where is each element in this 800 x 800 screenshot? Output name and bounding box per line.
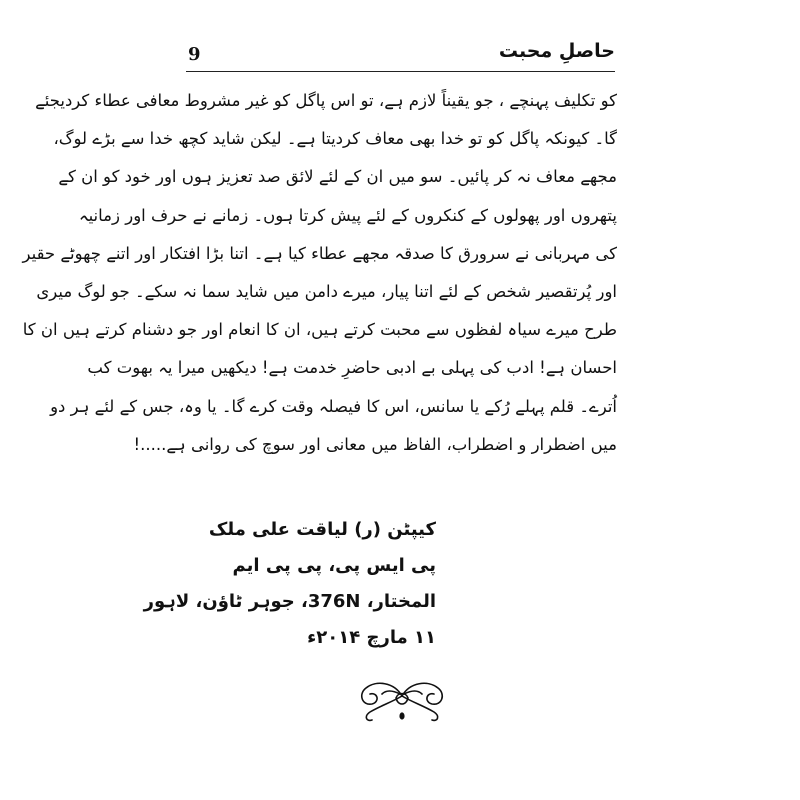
running-title: حاصلِ محبت	[498, 40, 615, 62]
body-line: احسان ہے! ادب کی پہلی بے ادبی حاضرِ خدمت ہے! دیکھیں میرا یہ بھوت کب	[87, 358, 617, 378]
header-rule	[186, 71, 615, 72]
body-line: اور پُرتقصیر شخص کے لئے اتنا پیار، میرے دامن میں شاید سما نہ سکے۔ جو لوگ میری	[36, 281, 617, 301]
body-line: میں اضطرار و اضطراب، الفاظ میں معانی اور سوچ کی روانی ہے.....!	[133, 434, 617, 454]
scroll-flourish-ornament-icon	[356, 672, 448, 728]
page-number: 9	[188, 44, 201, 65]
body-line: مجھے معاف نہ کر پائیں۔ سو میں ان کے لئے لائق صد تعزیز ہوں اور خود کو ان کے	[58, 167, 617, 187]
body-line: پتھروں اور پھولوں کے کنکروں کے لئے پیش کرتا ہوں۔ زمانے نے حرف اور زمانیہ	[78, 205, 617, 225]
author-name: کیپٹن (ر) لیاقت علی ملک	[208, 519, 436, 540]
signature-block	[143, 512, 436, 656]
signature-date: ۱۱ مارچ ۲۰۱۴ء	[307, 627, 436, 648]
ornament-drop	[399, 712, 404, 719]
body-paragraph	[22, 82, 617, 464]
body-line: کی مہربانی نے سرورق کا صدقہ مجھے عطاء کیا ہے۔ اتنا بڑا افتکار اور اتنے چھوٹے حقیر	[22, 243, 617, 263]
body-line: کو تکلیف پہنچے ، جو یقیناً لازم ہے، تو اس پاگل کو غیر مشروط معافی عطاء کردیجئے	[35, 91, 617, 110]
author-credentials: پی ایس پی، پی پی ایم	[232, 555, 436, 576]
body-line: اُترے۔ قلم پہلے رُکے یا سانس، اس کا فیصلہ وقت کرے گا۔ یا وہ، جس کے لئے ہر دو	[50, 396, 617, 416]
author-address: المختار، 376N، جوہر ٹاؤن، لاہور	[143, 591, 436, 612]
body-line: طرح میرے سیاہ لفظوں سے محبت کرتے ہیں، ان کا انعام اور جو دشنام کرتے ہیں ان کا	[22, 320, 617, 340]
body-line: گا۔ کیونکہ پاگل کو تو خدا بھی معاف کردیتا ہے۔ لیکن شاید کچھ خدا سے بڑے لوگ،	[53, 129, 617, 149]
